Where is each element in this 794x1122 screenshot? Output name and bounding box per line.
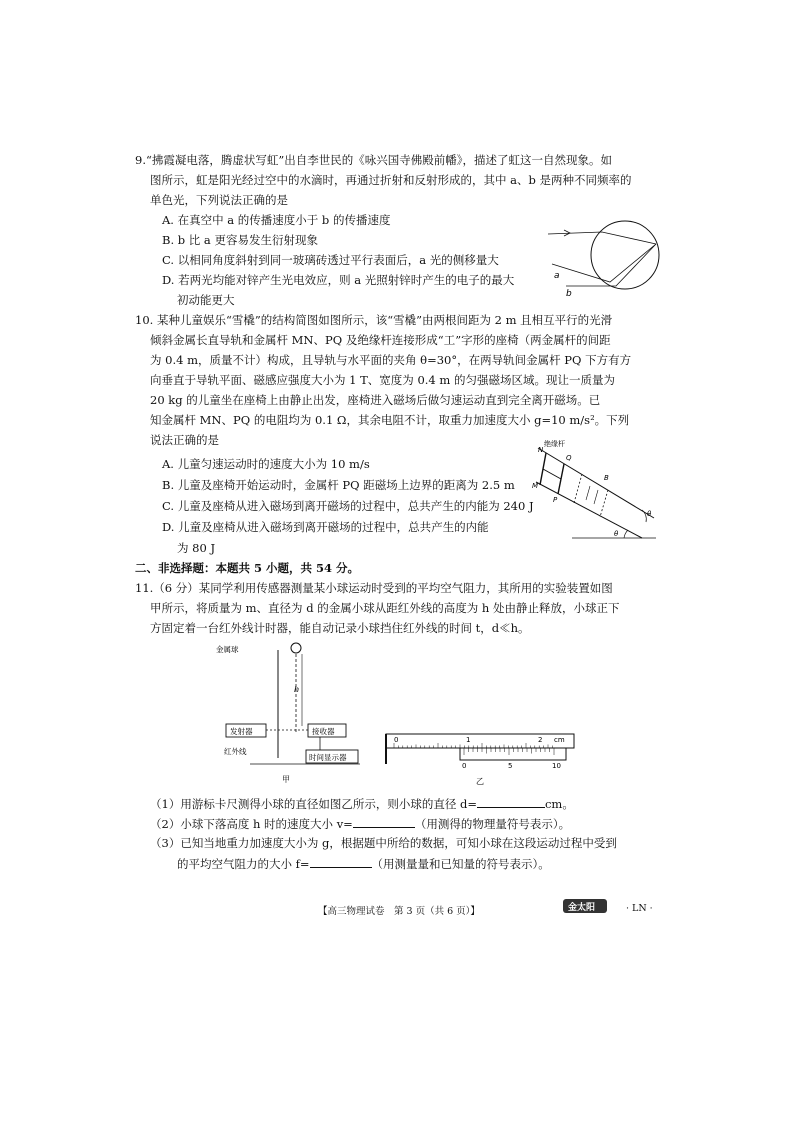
label-b: b bbox=[566, 289, 572, 298]
caliper-main-scale bbox=[386, 734, 574, 748]
insulating-rod bbox=[543, 469, 561, 479]
q11-s2-note: （用测得的物理量符号表示）。 bbox=[414, 817, 571, 831]
label-insulator: 绝缘杆 bbox=[544, 440, 565, 448]
q10-line-4: 向垂直于导轨平面、磁感应强度大小为 1 T、宽度为 0.4 m 的匀强磁场区域。现让一质量为 bbox=[150, 373, 615, 387]
q11-s1-unit: cm。 bbox=[544, 797, 574, 811]
figure-jia-apparatus bbox=[210, 640, 370, 790]
q10-option-b: B. 儿童及座椅开始运动时，金属杆 PQ 距磁场上边界的距离为 2.5 m bbox=[162, 478, 515, 492]
rainbow-droplet-figure bbox=[540, 212, 670, 298]
label-infrared: 红外线 bbox=[224, 747, 247, 756]
q9-option-a: A. 在真空中 a 的传播速度小于 b 的传播速度 bbox=[162, 213, 391, 227]
q11-s1-text: （1）用游标卡尺测得小球的直径如图乙所示，则小球的直径 d= bbox=[150, 797, 477, 811]
label-receiver: 接收器 bbox=[312, 727, 335, 736]
main-scale-ticks bbox=[394, 743, 552, 748]
field-boundary-1 bbox=[574, 474, 582, 503]
figure-yi-vernier-caliper bbox=[380, 728, 580, 788]
sled-figure bbox=[532, 438, 658, 540]
answer-blank-d[interactable] bbox=[477, 796, 545, 808]
water-droplet bbox=[591, 221, 659, 289]
main-tick-label-1: 1 bbox=[466, 736, 471, 744]
q11-s3-note: （用测量量和已知量的符号表示）。 bbox=[371, 857, 550, 871]
footer-code: · LN · bbox=[626, 903, 653, 914]
q10-option-d: D. 儿童及座椅从进入磁场到离开磁场的过程中，总共产生的内能 bbox=[162, 520, 489, 534]
caption-yi: 乙 bbox=[476, 777, 484, 786]
vernier-tick-label-5: 5 bbox=[508, 762, 513, 770]
label-emitter: 发射器 bbox=[230, 727, 253, 736]
caliper-vernier-scale bbox=[460, 748, 566, 760]
field-line-2 bbox=[594, 490, 598, 504]
logo-text: 金太阳 bbox=[568, 903, 596, 913]
q10-option-a: A. 儿童匀速运动时的速度大小为 10 m/s bbox=[162, 457, 370, 471]
label-q: Q bbox=[566, 454, 572, 462]
ray-b bbox=[566, 244, 656, 286]
q9-line-2: 图所示，虹是阳光经过空中的水滴时，再通过折射和反射形成的，其中 a、b 是两种不同频率的 bbox=[150, 173, 632, 187]
answer-blank-f[interactable] bbox=[310, 856, 372, 868]
label-h: h bbox=[294, 685, 300, 694]
q9-option-d-cont: 初动能更大 bbox=[177, 293, 235, 307]
q11-line-1: 11.（6 分）某同学利用传感器测量某小球运动时受到的平均空气阻力，其所用的实验装置如图 bbox=[135, 581, 613, 595]
label-b-field: B bbox=[604, 474, 609, 482]
label-p: P bbox=[553, 496, 558, 504]
field-boundary-2 bbox=[600, 490, 608, 517]
publisher-logo bbox=[562, 897, 608, 915]
main-tick-label-2: 2 bbox=[538, 736, 543, 744]
label-metal-ball: 金属球 bbox=[216, 645, 239, 654]
q10-line-5: 20 kg 的儿童坐在座椅上由静止出发，座椅进入磁场后做匀速运动直到完全离开磁场。已 bbox=[150, 393, 601, 407]
main-tick-label-0: 0 bbox=[394, 736, 399, 744]
footer-page-info: 【高三物理试卷 第 3 页（共 6 页）】 bbox=[318, 906, 480, 917]
angle-arc-2 bbox=[624, 530, 628, 538]
unit-label: cm bbox=[554, 736, 565, 744]
q10-line-7: 说法正确的是 bbox=[150, 433, 219, 447]
q11-line-3: 方固定着一台红外线计时器，能自动记录小球挡住红外线的时间 t，d≪h。 bbox=[150, 621, 530, 635]
label-n: N bbox=[538, 446, 544, 454]
ray-a bbox=[552, 244, 656, 282]
q10-line-6: 知金属杆 MN、PQ 的电阻均为 0.1 Ω，其余电阻不计，取重力加速度大小 g=10 m/s²。下列 bbox=[150, 413, 630, 427]
vernier-scale-ticks bbox=[464, 748, 554, 755]
q9-line-1: 9.“拂霞凝电落，腾虚状写虹”出自李世民的《咏兴国寺佛殿前幡》，描述了虹这一自然现象。如 bbox=[135, 153, 612, 167]
angle-arc-1 bbox=[642, 510, 646, 522]
q9-option-c: C. 以相同角度斜射到同一玻璃砖透过平行表面后，a 光的侧移量大 bbox=[162, 253, 499, 267]
incident-ray bbox=[548, 232, 656, 244]
label-a: a bbox=[554, 271, 560, 281]
metal-ball bbox=[291, 643, 301, 653]
q10-option-d-cont: 为 80 J bbox=[177, 541, 216, 555]
q10-line-1: 10. 某种儿童娱乐“雪橇”的结构简图如图所示，该“雪橇”由两根间距为 2 m 且相互平行的光滑 bbox=[135, 313, 613, 327]
label-theta-1: θ bbox=[647, 510, 652, 518]
q11-subquestion-3-cont bbox=[177, 856, 550, 871]
q9-line-3: 单色光，下列说法正确的是 bbox=[150, 193, 288, 207]
label-m: M bbox=[532, 482, 539, 490]
vernier-tick-label-0: 0 bbox=[462, 762, 467, 770]
q11-s2-text: （2）小球下落高度 h 时的速度大小 v= bbox=[150, 817, 353, 831]
q10-line-3: 为 0.4 m，质量不计）构成，且导轨与水平面的夹角 θ=30°，在两导轨间金属杆 PQ 下方有方 bbox=[150, 353, 632, 367]
q9-option-d: D. 若两光均能对锌产生光电效应，则 a 光照射锌时产生的电子的最大 bbox=[162, 273, 515, 287]
q9-option-b: B. b 比 a 更容易发生衍射现象 bbox=[162, 233, 318, 247]
answer-blank-v[interactable] bbox=[353, 816, 415, 828]
q11-subquestion-3: （3）已知当地重力加速度大小为 g，根据题中所给的数据，可知小球在这段运动过程中受到 bbox=[150, 836, 617, 850]
section-2-heading: 二、非选择题：本题共 5 小题，共 54 分。 bbox=[135, 561, 360, 575]
label-theta-2: θ bbox=[614, 530, 619, 538]
q10-line-2: 倾斜金属长直导轨和金属杆 MN、PQ 及绝缘杆连接形成“工”字形的座椅（两金属杆的间距 bbox=[150, 333, 611, 347]
q11-s3-text: 的平均空气阻力的大小 f= bbox=[177, 857, 310, 871]
caption-jia: 甲 bbox=[282, 775, 290, 784]
q11-line-2: 甲所示，将质量为 m、直径为 d 的金属小球从距红外线的高度为 h 处由静止释放，小球正下 bbox=[150, 601, 620, 615]
field-line-1 bbox=[586, 486, 590, 500]
vernier-tick-label-10: 10 bbox=[552, 762, 561, 770]
rail-upper bbox=[538, 448, 654, 518]
q10-option-c: C. 儿童及座椅从进入磁场到离开磁场的过程中，总共产生的内能为 240 J bbox=[162, 499, 534, 513]
q11-subquestion-1 bbox=[150, 796, 574, 811]
q11-subquestion-2 bbox=[150, 816, 570, 831]
label-display: 时间显示器 bbox=[309, 753, 347, 762]
